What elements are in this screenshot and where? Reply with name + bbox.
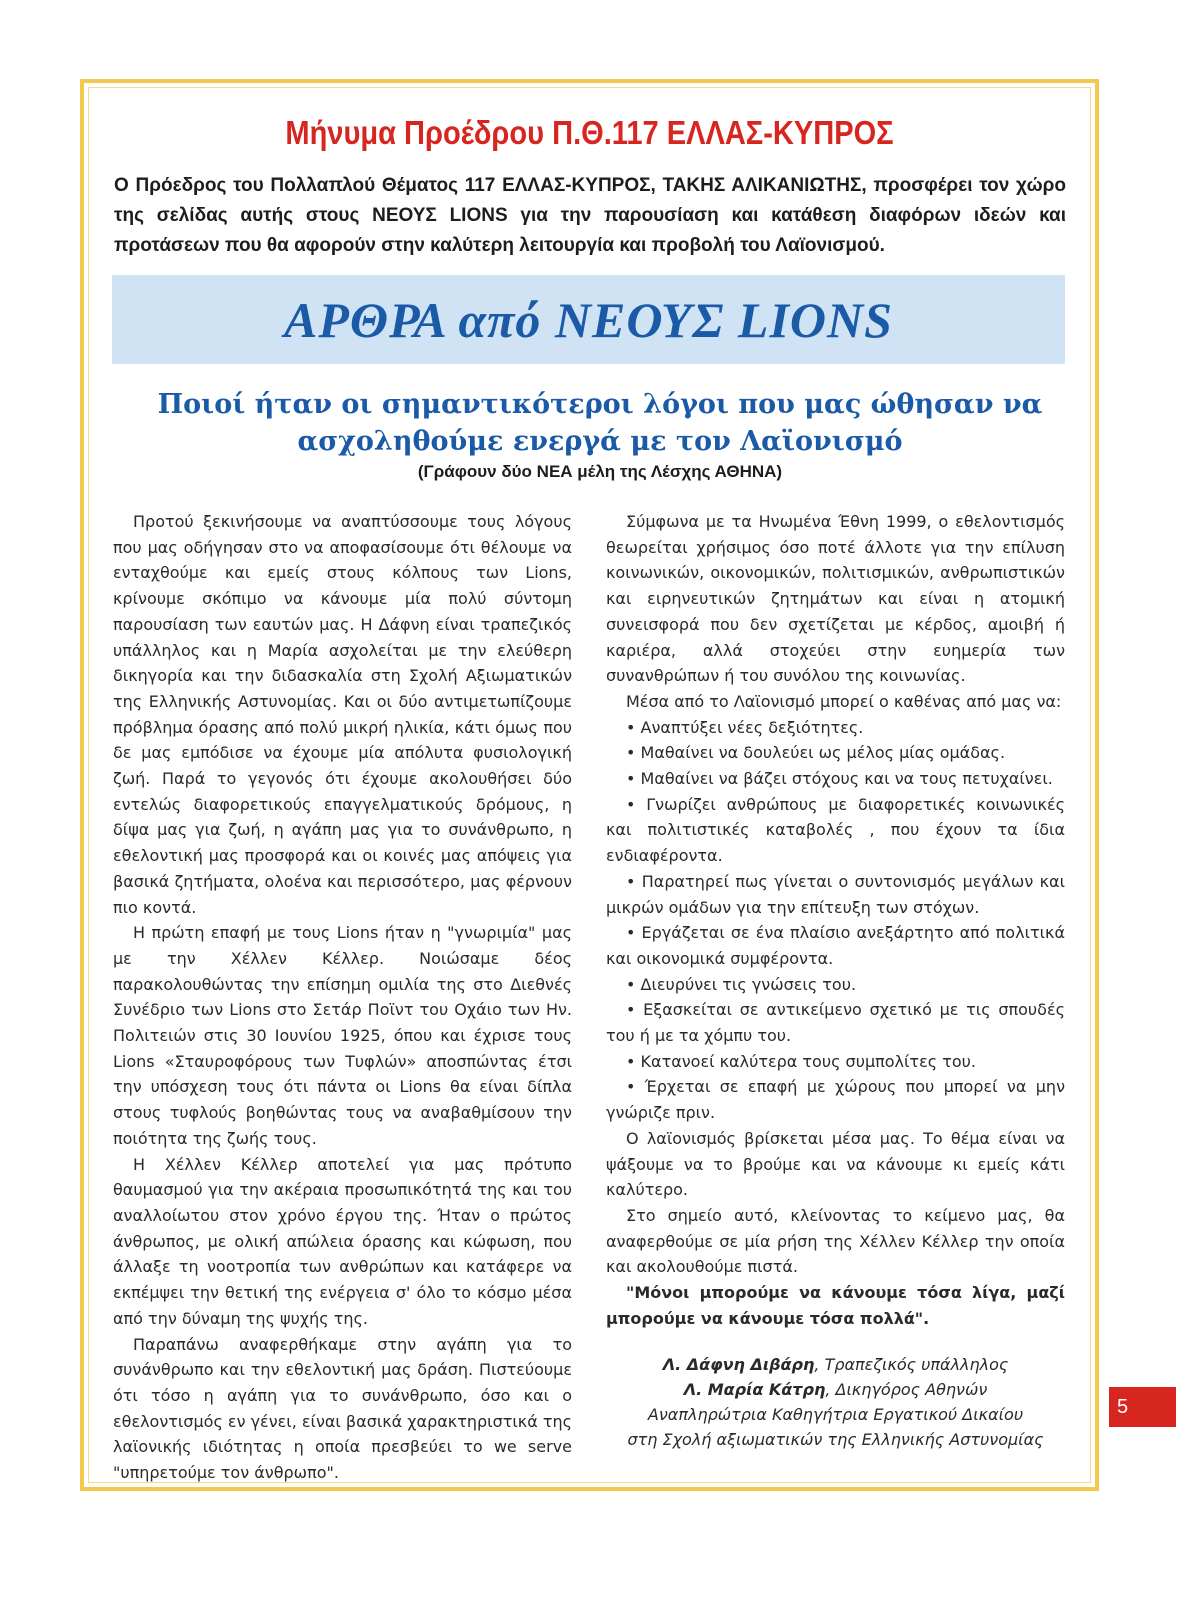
bullet-item-3: • Μαθαίνει να βάζει στόχους και να τους πετυχαίνει. — [626, 769, 1053, 789]
page-number: 5 — [1109, 1387, 1176, 1427]
article-subtitle: (Γράφουν δύο ΝΕΑ μέλη της Λέσχης ΑΘΗΝΑ) — [417, 462, 783, 481]
section-banner — [112, 275, 1065, 364]
left-paragraph-1: Προτού ξεκινήσουμε να αναπτύσσουμε τους λόγους που μας οδήγησαν στο να αποφασίσουμε ότι θέλουμε να ενταχθούμε και εμείς στους κόλπους των Lions, κρίνουμε σκόπιμο να κάνουμε μία πολύ σύντομη παρουσίαση των εαυτών μας. Η Δάφνη είναι τραπεζικός υπάλληλος και η Μαρία ασχολείται με την ελεύθερη δικηγορία και την διδασκαλία στη Σχολή Αξιωματικών της Ελληνικής Αστυνομίας. Και οι δύο αντιμετωπίζουμε πρόβλημα όρασης από πολύ μικρή ηλικία, κάτι όμως που δε μας εμπόδισε να έχουμε μία απόλυτα φυσιολογική ζωή. Παρά το γεγονός ότι έχουμε ακολουθήσει δύο εντελώς διαφορετικούς επαγγελματικούς δρόμους, η δίψα μας για ζωή, η αγάπη μας για το συνάνθρωπο, η εθελοντική μας προσφορά και οι κοινές μας απόψεις για βασικά ζητήματα, ολοένα και περισσότερο, μας φέρνουν πιο κοντά. — [113, 512, 572, 917]
article-title-line2: ασχοληθούμε ενεργά με τον Λαϊονισμό — [297, 426, 903, 457]
right-paragraph-3: Ο λαϊονισμός βρίσκεται μέσα μας. Το θέμα είναι να ψάξουμε να το βρούμε και να κάνουμε κι εμείς κάτι καλύτερο. — [606, 1128, 1065, 1200]
author2-title: Αναπληρώτρια Καθηγήτρια Εργατικού Δικαίου — [647, 1404, 1024, 1424]
president-message-title: Μήνυμα Προέδρου Π.Θ.117 ΕΛΛΑΣ-ΚΥΠΡΟΣ — [285, 114, 894, 151]
right-column — [606, 509, 1065, 1452]
article-title — [150, 386, 1050, 460]
bullet-item-7: • Διευρύνει τις γνώσεις του. — [626, 974, 857, 994]
article-title-line1: Ποιοί ήταν οι σημαντικότεροι λόγοι που μας ώθησαν να — [157, 389, 1043, 420]
author2-role: , Δικηγόρος Αθηνών — [825, 1379, 988, 1399]
bullet-item-6: • Εργάζεται σε ένα πλαίσιο ανεξάρτητο από πολιτικά και οικονομικά συμφέροντα. — [606, 923, 1065, 968]
author2-institution: στη Σχολή αξιωματικών της Ελληνικής Αστυνομίας — [627, 1429, 1044, 1449]
bullet-item-10: • Έρχεται σε επαφή με χώρους που μπορεί να μην γνώριζε πριν. — [606, 1077, 1065, 1123]
bullet-item-5: • Παρατηρεί πως γίνεται ο συντονισμός μεγάλων και μικρών ομάδων για την επίτευξη των στόχων. — [606, 871, 1065, 917]
bullet-item-1: • Αναπτύξει νέες δεξιότητες. — [626, 717, 864, 737]
bullet-item-8: • Εξασκείται σε αντικείμενο σχετικό με τις σπουδές του ή με τα χόμπυ του. — [606, 1000, 1065, 1046]
right-paragraph-4: Στο σημείο αυτό, κλείνοντας το κείμενο μας, θα αναφερθούμε σε μία ρήση της Χέλλεν Κέλλερ την οποία και ακολουθούμε πιστά. — [606, 1205, 1065, 1277]
bullet-item-4: • Γνωρίζει ανθρώπους με διαφορετικές κοινωνικές και πολιτιστικές καταβολές , που έχουν τα ίδια ενδιαφέροντα. — [606, 794, 1065, 866]
intro-paragraph: Ο Πρόεδρος του Πολλαπλού Θέματος 117 ΕΛΛΑΣ-ΚΥΠΡΟΣ, ΤΑΚΗΣ ΑΛΙΚΑΝΙΩΤΗΣ, προσφέρει τον χώρο της σελίδας αυτής στους ΝΕΟΥΣ LIONS για την παρουσίαση και κατάθεση διαφόρων ιδεών και προτάσεων που θα αφορούν στην καλύτερη λειτουργία και προβολή του Λαϊονισμού. — [114, 175, 1066, 256]
bullet-item-9: • Κατανοεί καλύτερα τους συμπολίτες του. — [626, 1051, 976, 1071]
signature-block — [606, 1352, 1065, 1452]
author2-name: Λ. Μαρία Κάτρη — [683, 1379, 826, 1399]
left-paragraph-3: Η Χέλλεν Κέλλερ αποτελεί για μας πρότυπο θαυμασμού για την ακέραια προσωπικότητά της και του αναλλοίωτου στον χρόνο έργου της. Ήταν ο πρώτος άνθρωπος, με ολική απώλεια όρασης και κώφωση, που άλλαξε τη νοοτροπία των ανθρώπων και κατάφερε να εκπέμψει την θετική της ενέργεια σ' όλο το κόσμο μέσα από την δύναμη της ψυχής της. — [113, 1154, 572, 1328]
author1-name: Λ. Δάφνη Διβάρη — [662, 1354, 815, 1374]
left-column — [113, 509, 572, 1486]
helen-keller-quote: "Μόνοι μπορούμε να κάνουμε τόσα λίγα, μαζί μπορούμε να κάνουμε τόσα πολλά". — [606, 1283, 1065, 1328]
bullet-item-2: • Μαθαίνει να δουλεύει ως μέλος μίας ομάδας. — [626, 743, 1006, 763]
right-paragraph-1: Σύμφωνα με τα Ηνωμένα Έθνη 1999, ο εθελοντισμός θεωρείται χρήσιμος όσο ποτέ άλλοτε για την επίλυση κοινωνικών, οικονομικών, πολιτισμικών, ανθρωπιστικών και ειρηνευτικών ζητημάτων και είναι η ατομική συνεισφορά που δεν σχετίζεται με κέρδος, αμοιβή ή καριέρα, αλλά στοχεύει στην ευημερία των συνανθρώπων ή του συνόλου της κοινωνίας. — [606, 512, 1065, 686]
right-paragraph-2: Μέσα από το Λαϊονισμό μπορεί ο καθένας από μας να: — [626, 691, 1062, 711]
left-paragraph-2: Η πρώτη επαφή με τους Lions ήταν η "γνωριμία" μας με την Χέλλεν Κέλλερ. Νοιώσαμε δέος παρακολουθώντας την επίσημη ομιλία της στο Διεθνές Συνέδριο των Lions στο Σετάρ Ποϊντ του Οχάιο των Ην. Πολιτειών στις 30 Ιουνίου 1925, όπου και έχρισε τους Lions «Σταυροφόρους των Τυφλών» αποσπώντας έτσι την υπόσχεση τους ότι πάντα οι Lions θα είναι δίπλα στους τυφλούς βοηθώντας τους να αναβαθμίσουν την ποιότητα της ζωής τους. — [113, 923, 572, 1148]
author1-role: , Τραπεζικός υπάλληλος — [814, 1354, 1009, 1374]
left-paragraph-4: Παραπάνω αναφερθήκαμε στην αγάπη για το συνάνθρωπο και την εθελοντική μας δράση. Πιστεύουμε ότι τόσο η αγάπη για το συνάνθρωπο, όσο και ο εθελοντισμός εν γένει, είναι βασικά χαρακτηριστικά της λαϊονικής ιδιότητας η οποία πρεσβεύει το we serve "υπηρετούμε τον άνθρωπο". — [113, 1334, 572, 1483]
section-banner-title: ΑΡΘΡΑ από ΝΕΟΥΣ LIONS — [284, 291, 893, 348]
